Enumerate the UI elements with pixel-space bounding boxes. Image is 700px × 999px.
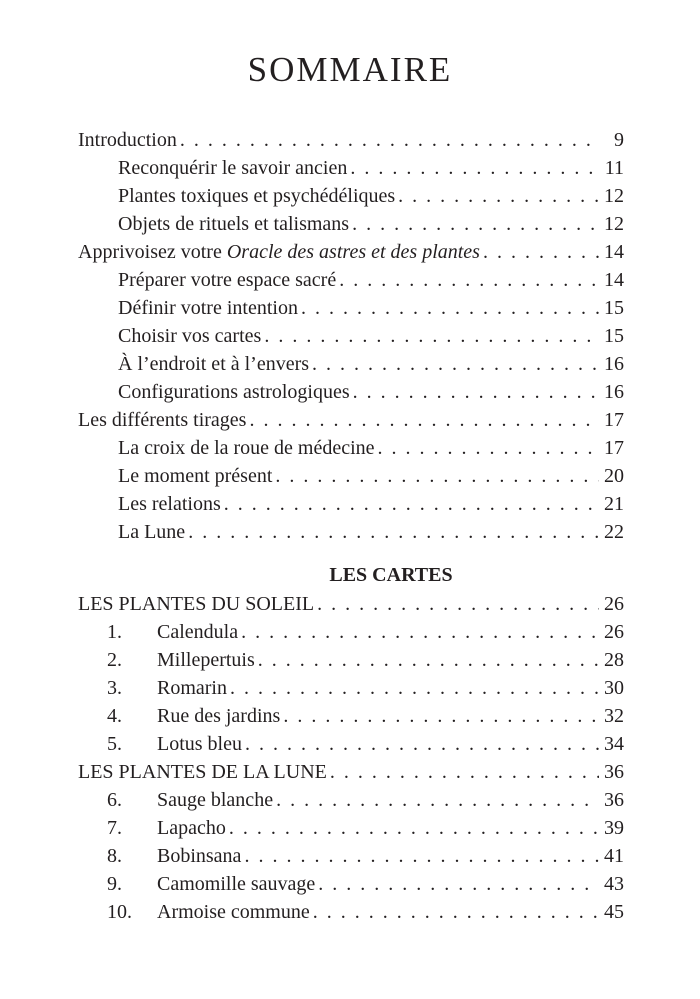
section-heading-cartes: LES CARTES bbox=[329, 564, 453, 586]
toc-entry-page: 26 bbox=[604, 621, 624, 643]
toc-entry-label: À l’endroit et à l’envers bbox=[118, 353, 310, 375]
page-title: SOMMAIRE bbox=[247, 50, 453, 89]
toc-entry[interactable] bbox=[78, 350, 624, 378]
toc-entry-page: 15 bbox=[604, 297, 624, 319]
toc-entry-label: Reconquérir le savoir ancien bbox=[118, 157, 348, 179]
toc-card-entry[interactable] bbox=[78, 814, 624, 842]
toc-entry-label: Définir votre intention bbox=[118, 297, 298, 319]
toc-entry-label: Préparer votre espace sacré bbox=[118, 269, 337, 291]
toc-card-entry[interactable] bbox=[78, 870, 624, 898]
toc-entry-page: 22 bbox=[604, 521, 624, 543]
leader-dots bbox=[313, 898, 599, 926]
toc-entry-page: 16 bbox=[604, 353, 624, 375]
toc-entry-page: 30 bbox=[604, 677, 624, 699]
toc-entry-page: 14 bbox=[604, 269, 624, 291]
card-number: 9. bbox=[107, 873, 122, 895]
toc-entry-label: La Lune bbox=[118, 521, 186, 543]
toc-entry-page: 32 bbox=[604, 705, 624, 727]
leader-dots bbox=[483, 238, 599, 266]
card-number: 6. bbox=[107, 789, 122, 811]
toc-entry-page: 34 bbox=[604, 733, 624, 755]
toc-card-entry[interactable] bbox=[78, 702, 624, 730]
toc-entry[interactable] bbox=[78, 434, 624, 462]
card-number: 1. bbox=[107, 621, 122, 643]
toc-entry-page: 36 bbox=[604, 761, 624, 783]
toc-entry-page: 12 bbox=[604, 213, 624, 235]
toc-card-entry[interactable] bbox=[78, 618, 624, 646]
toc-entry[interactable] bbox=[78, 378, 624, 406]
toc-card-entry[interactable] bbox=[78, 786, 624, 814]
toc-entry-label: Lapacho bbox=[157, 817, 226, 839]
toc-entry-label: Les différents tirages bbox=[78, 409, 247, 431]
toc-entry[interactable] bbox=[78, 462, 624, 490]
toc-entry-page: 9 bbox=[614, 129, 624, 151]
toc-entry-page: 21 bbox=[604, 493, 624, 515]
toc-entry-label: Le moment présent bbox=[118, 465, 273, 487]
toc-entry[interactable] bbox=[78, 322, 624, 350]
leader-dots bbox=[241, 618, 599, 646]
toc-entry[interactable] bbox=[78, 266, 624, 294]
toc-entry-label: Configurations astrologiques bbox=[118, 381, 350, 403]
toc-entry-label: Millepertuis bbox=[157, 649, 255, 671]
toc-entry-label: Rue des jardins bbox=[157, 705, 281, 727]
toc-entry-page: 17 bbox=[604, 437, 624, 459]
toc-entry[interactable] bbox=[78, 210, 624, 238]
toc-entry-label: Armoise commune bbox=[157, 901, 310, 923]
toc-entry-introduction[interactable] bbox=[78, 126, 624, 154]
book-title: Oracle des astres et des plantes bbox=[226, 241, 480, 263]
toc-entry-page: 11 bbox=[604, 157, 624, 179]
toc-entry-label bbox=[78, 238, 480, 266]
leader-dots bbox=[224, 490, 599, 518]
toc-entry-label-prefix: Apprivoisez votre bbox=[78, 241, 227, 263]
leader-dots bbox=[245, 730, 599, 758]
toc-entry[interactable] bbox=[78, 182, 624, 210]
leader-dots bbox=[312, 350, 599, 378]
toc-entry-label: Introduction bbox=[78, 129, 177, 151]
card-number: 4. bbox=[107, 705, 122, 727]
leader-dots bbox=[276, 786, 599, 814]
card-number: 10. bbox=[107, 901, 132, 923]
toc-entry-label: Bobinsana bbox=[157, 845, 242, 867]
toc-entry-page: 41 bbox=[604, 845, 624, 867]
toc-entry-page: 45 bbox=[604, 901, 624, 923]
toc-entry-page: 12 bbox=[604, 185, 624, 207]
leader-dots bbox=[353, 378, 599, 406]
toc-entry-label: Objets de rituels et talismans bbox=[118, 213, 350, 235]
toc-card-entry[interactable] bbox=[78, 646, 624, 674]
toc-entry-page: 20 bbox=[604, 465, 624, 487]
toc-entry-page: 43 bbox=[604, 873, 624, 895]
leader-dots bbox=[244, 842, 599, 870]
leader-dots bbox=[398, 182, 599, 210]
toc-entry-label: LES PLANTES DU SOLEIL bbox=[78, 593, 315, 615]
toc-entry-label: Les relations bbox=[118, 493, 221, 515]
toc-entry[interactable] bbox=[78, 294, 624, 322]
toc-card-entry[interactable] bbox=[78, 842, 624, 870]
leader-dots bbox=[301, 294, 599, 322]
toc-entry-page: 36 bbox=[604, 789, 624, 811]
toc-entry-page: 28 bbox=[604, 649, 624, 671]
toc-card-entry[interactable] bbox=[78, 898, 624, 926]
leader-dots bbox=[264, 322, 599, 350]
leader-dots bbox=[330, 758, 599, 786]
toc-entry-label: Lotus bleu bbox=[157, 733, 242, 755]
card-number: 5. bbox=[107, 733, 122, 755]
toc-entry-label: Camomille sauvage bbox=[157, 873, 316, 895]
leader-dots bbox=[230, 674, 599, 702]
toc-card-entry[interactable] bbox=[78, 730, 624, 758]
toc-entry-page: 14 bbox=[604, 241, 624, 263]
leader-dots bbox=[339, 266, 599, 294]
toc-entry[interactable] bbox=[78, 490, 624, 518]
leader-dots bbox=[317, 590, 599, 618]
leader-dots bbox=[188, 518, 599, 546]
table-of-contents bbox=[78, 126, 624, 926]
toc-entry-oracle[interactable] bbox=[78, 238, 624, 266]
toc-entry-label: Plantes toxiques et psychédéliques bbox=[118, 185, 396, 207]
leader-dots bbox=[378, 434, 599, 462]
toc-entry-page: 17 bbox=[604, 409, 624, 431]
toc-entry-tirages[interactable] bbox=[78, 406, 624, 434]
leader-dots bbox=[283, 702, 599, 730]
leader-dots bbox=[352, 210, 599, 238]
card-number: 2. bbox=[107, 649, 122, 671]
leader-dots bbox=[318, 870, 599, 898]
toc-entry-page: 26 bbox=[604, 593, 624, 615]
toc-entry-soleil[interactable] bbox=[78, 590, 624, 618]
toc-entry-label: LES PLANTES DE LA LUNE bbox=[78, 761, 327, 783]
leader-dots bbox=[249, 406, 599, 434]
toc-entry-lune[interactable] bbox=[78, 758, 624, 786]
toc-entry-page: 39 bbox=[604, 817, 624, 839]
leader-dots bbox=[229, 814, 599, 842]
card-number: 3. bbox=[107, 677, 122, 699]
toc-entry[interactable] bbox=[78, 518, 624, 546]
toc-entry-label: Calendula bbox=[157, 621, 239, 643]
toc-entry-page: 15 bbox=[604, 325, 624, 347]
leader-dots bbox=[180, 126, 599, 154]
toc-entry-label: La croix de la roue de médecine bbox=[118, 437, 375, 459]
toc-entry-page: 16 bbox=[604, 381, 624, 403]
leader-dots bbox=[350, 154, 599, 182]
leader-dots bbox=[275, 462, 599, 490]
toc-card-entry[interactable] bbox=[78, 674, 624, 702]
toc-entry-label: Sauge blanche bbox=[157, 789, 274, 811]
toc-entry[interactable] bbox=[78, 154, 624, 182]
leader-dots bbox=[258, 646, 599, 674]
toc-entry-label: Romarin bbox=[157, 677, 227, 699]
toc-entry-label: Choisir vos cartes bbox=[118, 325, 262, 347]
card-number: 8. bbox=[107, 845, 122, 867]
card-number: 7. bbox=[107, 817, 122, 839]
